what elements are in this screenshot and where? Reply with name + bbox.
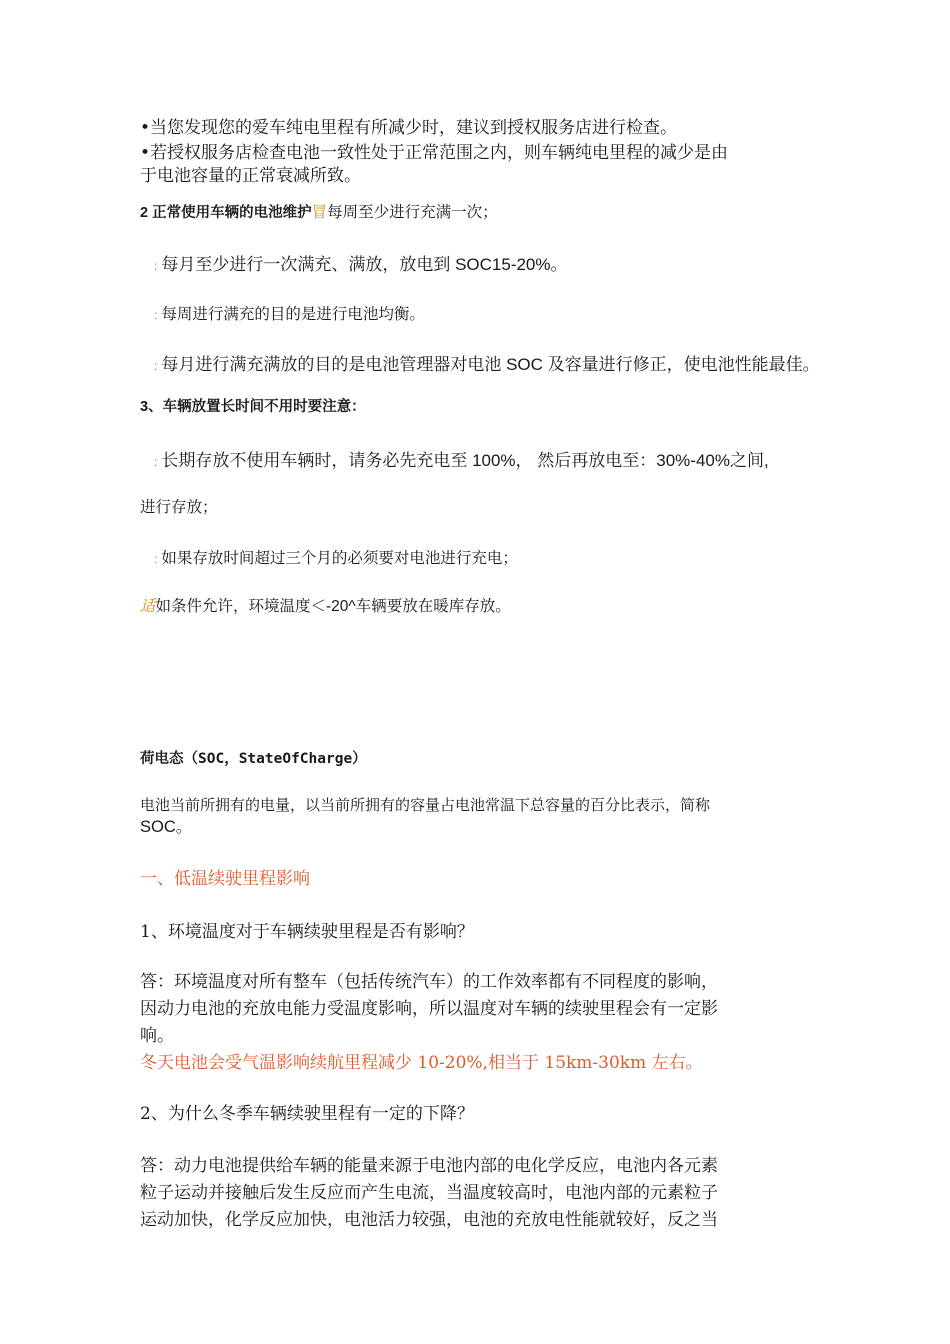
item-marker: : (154, 552, 158, 566)
section-2-item-3-text: 每月进行满充满放的目的是电池管理器对电池 SOC 及容量进行修正，使电池性能最佳。 (161, 355, 820, 374)
part-1-title: 一、低温续驶里程影响 (140, 869, 310, 889)
section-2-item-1 (140, 250, 568, 275)
section-2-glyph: 冒 (311, 204, 328, 221)
section-2-heading: 2 正常使用车辆的电池维护 (140, 205, 312, 221)
section-2-item-2-text: 每周进行满充的目的是进行电池均衡。 (161, 306, 425, 323)
answer-1-line-1: 答：环境温度对所有整车（包括传统汽车）的工作效率都有不同程度的影响， (140, 972, 718, 992)
section-2-heading-tail: 每周至少进行充满一次； (327, 204, 498, 221)
item-marker: : (154, 308, 158, 322)
soc-description-line-1: 电池当前所拥有的电量，以当前所拥有的容量占电池常温下总容量的百分比表示，简称 (140, 797, 711, 814)
section-3-item-2-text: 如果存放时间超过三个月的必须要对电池进行充电； (161, 550, 518, 567)
soc-title: 荷电态（SOC，StateOfCharge） (140, 751, 367, 767)
bullet-1: •当您发现您的爱车纯电里程有所减少时，建议到授权服务店进行检查。 (140, 118, 678, 138)
section-2-heading-line (140, 200, 498, 222)
question-2: 2、为什么冬季车辆续驶里程有一定的下降？ (140, 1104, 474, 1124)
bullet-2: •若授权服务店检查电池一致性处于正常范围之内，则车辆纯电里程的减少是由 (140, 143, 729, 163)
section-2-item-3 (140, 350, 820, 375)
section-3-item-2 (140, 546, 518, 568)
section-3-item-3-glyph: 适 (140, 598, 156, 615)
soc-description-line-2: SOC。 (140, 818, 193, 836)
answer-1-line-3: 响。 (140, 1026, 174, 1046)
section-3-item-3-text: 如条件允许，环境温度＜-20^车辆要放在暖库存放。 (155, 598, 511, 615)
section-2-item-1-text: 每月至少进行一次满充、满放，放电到 SOC15-20%。 (161, 255, 568, 274)
section-3-item-1 (140, 446, 769, 471)
bullet-2-continued: 于电池容量的正常衰减所致。 (140, 166, 361, 186)
item-marker: : (154, 359, 158, 373)
answer-2-line-1: 答：动力电池提供给车辆的能量来源于电池内部的电化学反应，电池内各元素 (140, 1156, 718, 1176)
section-2-item-2 (140, 302, 425, 324)
section-3-item-3 (140, 594, 511, 616)
answer-2-line-3: 运动加快，化学反应加快，电池活力较强，电池的充放电性能就较好，反之当 (140, 1210, 718, 1230)
question-1: 1、环境温度对于车辆续驶里程是否有影响？ (140, 922, 474, 942)
section-3-item-1-text: 长期存放不使用车辆时，请务必先充电至 100%， 然后再放电至：30%-40%之间, (161, 451, 769, 470)
item-marker: : (154, 455, 158, 469)
section-3-item-1-continued: 进行存放； (140, 499, 218, 516)
section-3-heading: 3、车辆放置长时间不用时要注意： (140, 399, 366, 415)
answer-1-line-2: 因动力电池的充放电能力受温度影响，所以温度对车辆的续驶里程会有一定影 (140, 999, 718, 1019)
answer-2-line-2: 粒子运动并接触后发生反应而产生电流，当温度较高时，电池内部的元素粒子 (140, 1183, 718, 1203)
answer-1-highlight: 冬天电池会受气温影响续航里程减少 10-20%,相当于 15km-30km 左右。 (140, 1053, 703, 1073)
item-marker: : (154, 259, 158, 273)
